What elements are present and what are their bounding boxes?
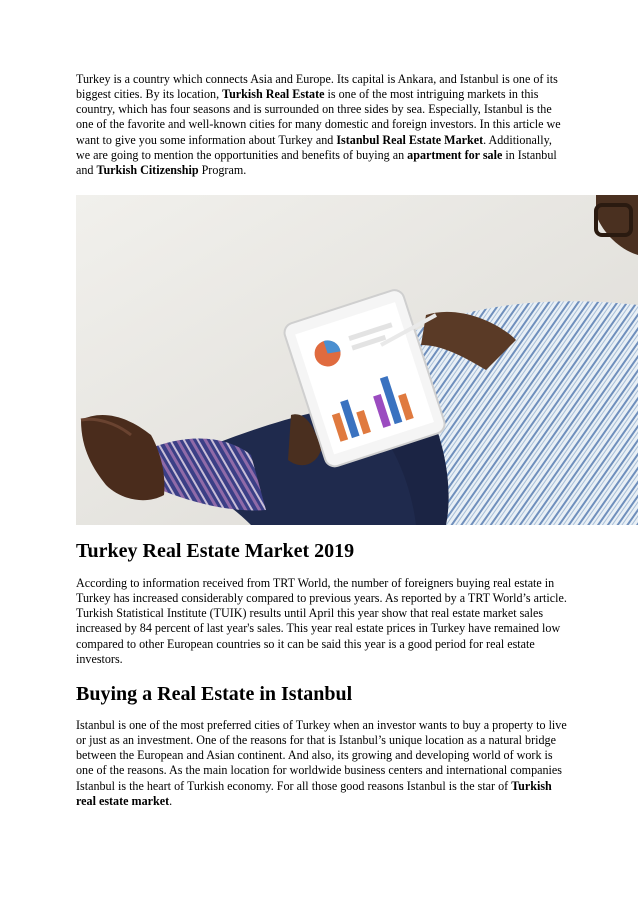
intro-bold-turkish-citizenship: Turkish Citizenship (96, 162, 199, 177)
intro-text-3: . Additionally, we are going to mention the opportunities and benefits of buying an (76, 132, 552, 162)
buying-text-1: Istanbul is one of the most preferred cities of Turkey when an investor wants to buy a property to live or just as an investment. One of the reasons for that is Istanbul’s unique location as a natural bridge between the European and Asian continent. And also, its growing and developing world of work is one of the reasons. As the main location for worldwide business centers and international companies Istanbul is the heart of Turkish economy. For all those good reasons Istanbul is the star of (76, 718, 567, 793)
intro-bold-apartment-for-sale: apartment for sale (407, 147, 503, 162)
intro-text-2: is one of the most intriguing markets in this country, which has four seasons and is surrounded on three sides by sea. Especially, Istanbul is the one of the favorite and well-known cities for many domestic and foreign investors. In this article we want to give you some information about Turkey and (76, 87, 561, 147)
intro-text-5: Program. (198, 162, 247, 177)
buying-bold-turkish-market: Turkish real estate market (76, 778, 552, 808)
buying-istanbul-paragraph (76, 718, 568, 809)
section-heading-buying-istanbul: Buying a Real Estate in Istanbul (76, 683, 353, 705)
intro-text-4: in Istanbul and (76, 147, 557, 177)
intro-bold-turkish-real-estate: Turkish Real Estate (222, 87, 325, 102)
photo-illustration (76, 195, 638, 525)
intro-bold-istanbul-market: Istanbul Real Estate Market (336, 132, 484, 147)
intro-paragraph (76, 72, 568, 178)
intro-text-1: Turkey is a country which connects Asia and Europe. Its capital is Ankara, and Istanbul is one of its biggest cities. By its location, (76, 72, 558, 102)
section-heading-market-2019: Turkey Real Estate Market 2019 (76, 540, 355, 562)
market-2019-paragraph: According to information received from TRT World, the number of foreigners buying real estate in Turkey has increased considerably compared to previous years. As reported by a TRT World’s article. Turkish Statistical Institute (TUIK) results until April this year show that real estate market sales increased by 84 percent of last year's sales. This year real estate prices in Turkey have remained low compared to other European countries so it can be said this year is a good period for real estate investors. (76, 576, 567, 666)
buying-text-2: . (169, 793, 173, 808)
article-photo (76, 195, 638, 525)
